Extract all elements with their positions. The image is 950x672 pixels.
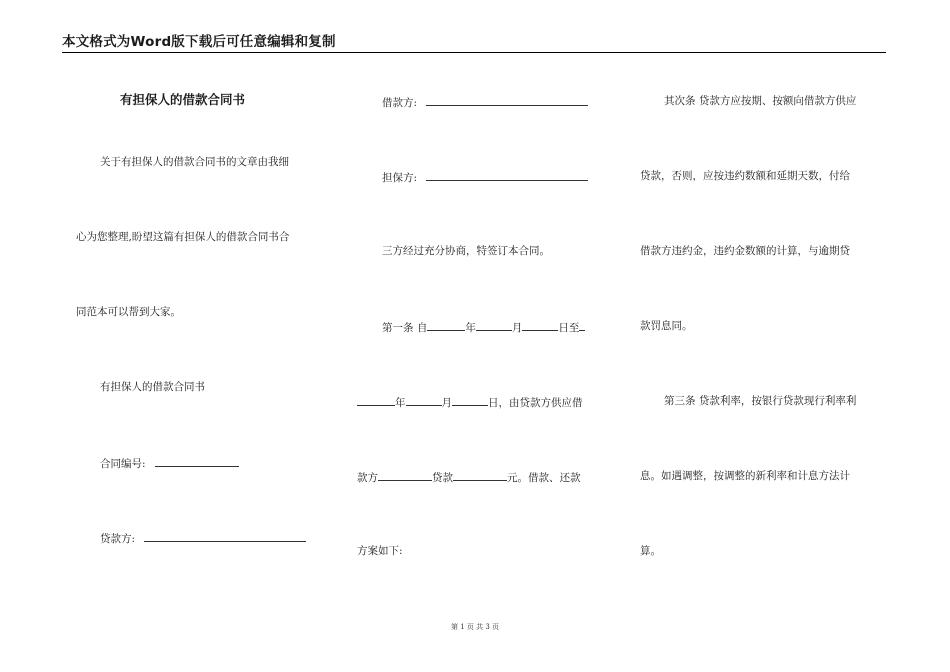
lender-word: 款方	[357, 472, 378, 484]
article-1-line-1	[382, 319, 585, 335]
lender-name-blank	[378, 469, 432, 481]
intro-line-3: 同范本可以帮到大家。	[76, 306, 181, 318]
borrower-label: 借款方:	[382, 97, 418, 109]
guarantor-blank	[426, 169, 588, 181]
article-2-line-2: 贷款，否则，应按违约数额和延期天数，付给	[640, 170, 850, 182]
lender-field	[100, 530, 306, 546]
start-year-unit: 年	[465, 322, 476, 334]
article-2-line-3: 借款方违约金，违约金数额的计算，与逾期贷	[640, 245, 850, 257]
start-month-unit: 月	[511, 322, 523, 334]
end-month-unit: 月	[441, 397, 452, 409]
start-day-blank	[522, 319, 558, 331]
contract-number-blank	[155, 455, 239, 467]
article-2-line-1: 其次条 贷款方应按期、按额向借款方供应	[664, 95, 857, 107]
contract-number-label: 合同编号:	[100, 458, 146, 470]
intro-line-1: 关于有担保人的借款合同书的文章由我细	[100, 156, 289, 168]
end-year-blank	[357, 394, 395, 406]
agreement-text: 三方经过充分协商，特签订本合同。	[382, 245, 550, 257]
intro-line-2: 心为您整理,盼望这篇有担保人的借款合同书合	[76, 231, 290, 243]
day-to-text: 日至	[558, 322, 580, 334]
lender-blank	[144, 530, 306, 542]
header-text: 本文格式为Word版下载后可任意编辑和复制	[62, 34, 336, 50]
trailing-blank	[579, 319, 585, 331]
article-3-line-1: 第三条 贷款利率，按银行贷款现行利率利	[664, 395, 857, 407]
end-year-unit: 年	[395, 397, 406, 409]
document-title: 有担保人的借款合同书	[120, 92, 246, 107]
article-1-line-3	[357, 469, 581, 485]
plan-text: 方案如下:	[357, 545, 403, 557]
guarantor-label: 担保方:	[382, 172, 418, 184]
end-day-blank	[452, 394, 488, 406]
loan-amount-blank	[453, 469, 507, 481]
doc-name: 有担保人的借款合同书	[100, 381, 205, 393]
end-day-text: 日，由贷款方供应借	[488, 397, 583, 409]
end-month-blank	[406, 394, 442, 406]
article-1-prefix: 第一条 自	[382, 322, 428, 334]
article-1-line-2	[357, 394, 583, 410]
borrower-blank	[426, 94, 588, 106]
page-footer: 第 1 页 共 3 页	[450, 623, 500, 631]
article-3-line-2: 息。如遇调整，按调整的新利率和计息方法计	[640, 470, 850, 482]
borrower-field	[382, 94, 588, 110]
page-header	[62, 34, 886, 53]
lender-label: 贷款方:	[100, 533, 136, 545]
start-year-blank	[427, 319, 465, 331]
start-month-blank	[476, 319, 512, 331]
loan-word: 贷款	[432, 472, 453, 484]
article-2-line-4: 款罚息同。	[640, 320, 693, 332]
article-3-line-3: 算。	[640, 545, 661, 557]
guarantor-field	[382, 169, 588, 185]
yuan-text: 元。借款、还款	[507, 472, 581, 484]
contract-number-field	[100, 455, 239, 471]
